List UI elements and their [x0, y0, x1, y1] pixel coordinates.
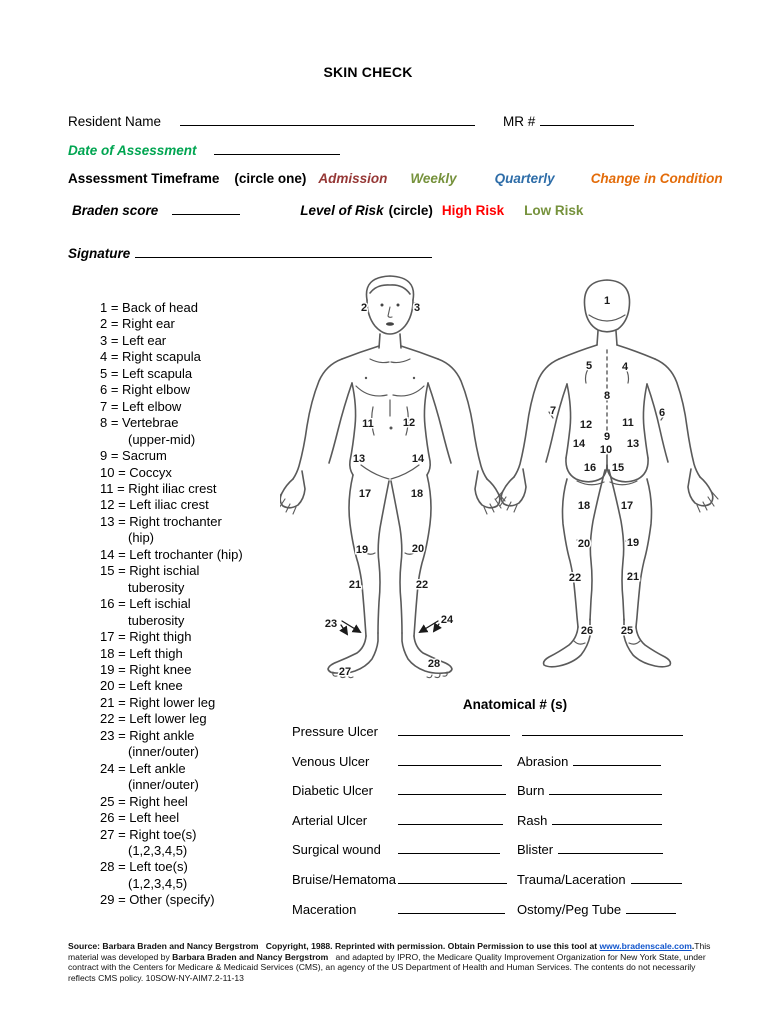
anatomical-row [292, 900, 692, 930]
wound-type-label: Bruise/Hematoma [292, 871, 397, 887]
anatomical-number-blank-line [398, 811, 503, 825]
body-diagram-svg [280, 268, 720, 698]
wound-type-label: Abrasion [517, 753, 569, 769]
anatomical-rows [292, 722, 692, 929]
risk-option: Low Risk [524, 203, 584, 218]
signature-row [68, 244, 432, 261]
braden-score-label: Braden score [72, 203, 159, 218]
timeframe-option: Change in Condition [590, 171, 723, 186]
body-location-item: 4 = Right scapula [100, 349, 201, 365]
diagram-number-label: 25 [620, 625, 634, 637]
body-location-item: 23 = Right ankle (inner/outer) [100, 727, 199, 760]
anatomical-number-blank-line [398, 870, 507, 884]
body-location-item: 5 = Left scapula [100, 365, 193, 381]
anatomical-number-blank-line [552, 811, 662, 825]
wound-type-label: Surgical wound [292, 842, 381, 858]
diagram-number-label: 26 [580, 625, 594, 637]
diagram-number-label: 19 [626, 537, 640, 549]
diagram-number-label: 4 [621, 361, 629, 373]
diagram-number-label: 16 [583, 462, 597, 474]
anatomical-row [292, 752, 692, 782]
anatomical-row [292, 870, 692, 900]
diagram-number-label: 6 [658, 407, 666, 419]
diagram-number-label: 17 [358, 488, 372, 500]
diagram-number-label: 5 [585, 360, 593, 372]
anatomical-number-blank-line [631, 870, 682, 884]
diagram-number-label: 20 [577, 538, 591, 550]
mr-number-blank-line [540, 112, 634, 126]
body-location-item: 26 = Left heel [100, 810, 180, 826]
diagram-number-label: 11 [622, 417, 634, 429]
wound-type-label: Diabetic Ulcer [292, 783, 373, 799]
anatomical-number-blank-line [398, 781, 506, 795]
resident-name-blank-line [180, 112, 475, 126]
mr-number-label: MR # [503, 114, 536, 129]
anatomical-number-blank-line [626, 900, 676, 914]
body-location-item: 20 = Left knee [100, 678, 183, 694]
risk-options [433, 203, 584, 218]
diagram-number-label: 17 [620, 500, 634, 512]
bradenscale-link[interactable]: www.bradenscale.com [599, 941, 692, 951]
diagram-number-label: 12 [579, 419, 593, 431]
body-location-item: 3 = Left ear [100, 332, 167, 348]
diagram-number-label: 3 [413, 302, 421, 314]
assessment-timeframe-label: Assessment Timeframe [68, 171, 220, 186]
footer-text-segment: Source: Barbara Braden and Nancy Bergstrom Copyright, 1988. Reprinted with permission. Obtain Permission to use this tool at [68, 941, 600, 951]
body-location-item: 11 = Right iliac crest [100, 480, 217, 496]
diagram-number-label: 2 [360, 302, 368, 314]
anatomical-number-blank-line [398, 900, 505, 914]
front-figure-outline [280, 276, 505, 678]
diagram-number-label: 12 [402, 417, 416, 429]
body-location-item: 28 = Left toe(s) (1,2,3,4,5) [100, 859, 188, 891]
body-location-item: 21 = Right lower leg [100, 694, 216, 710]
body-location-item: 2 = Right ear [100, 316, 175, 332]
anatomical-number-blank-line [573, 752, 661, 766]
signature-blank-line [135, 244, 432, 258]
diagram-number-label: 13 [352, 453, 366, 465]
diagram-number-label: 1 [603, 295, 611, 307]
body-location-item: 19 = Right knee [100, 661, 192, 677]
anatomical-row [292, 781, 692, 811]
body-location-item: 16 = Left ischial tuberosity [100, 596, 191, 628]
diagram-number-label: 19 [355, 544, 369, 556]
resident-row [68, 112, 718, 129]
wound-type-label: Rash [517, 812, 548, 828]
anatomical-heading: Anatomical # (s) [462, 697, 568, 712]
braden-score-blank-line [172, 201, 240, 215]
body-location-item: 9 = Sacrum [100, 448, 167, 464]
diagram-number-label: 24 [440, 614, 454, 626]
body-location-item: 18 = Left thigh [100, 645, 183, 661]
page-title: SKIN CHECK [323, 64, 413, 80]
signature-label: Signature [68, 246, 131, 261]
circle-one-label: (circle one) [234, 171, 307, 186]
risk-option: High Risk [441, 203, 505, 218]
diagram-number-label: 13 [626, 438, 640, 450]
diagram-number-label: 23 [324, 618, 338, 630]
diagram-number-label: 15 [611, 462, 625, 474]
body-location-list [100, 300, 295, 909]
body-location-item: 1 = Back of head [100, 300, 198, 315]
body-location-item: 27 = Right toe(s) (1,2,3,4,5) [100, 826, 197, 858]
anatomical-number-blank-line [522, 722, 683, 736]
body-location-item: 24 = Left ankle (inner/outer) [100, 760, 199, 793]
diagram-number-label: 22 [415, 579, 429, 591]
body-location-item: 22 = Left lower leg [100, 711, 207, 727]
body-location-item: 8 = Vertebrae (upper-mid) [100, 415, 196, 447]
anatomical-number-blank-line [398, 722, 510, 736]
level-of-risk-label: Level of Risk [300, 203, 384, 218]
diagram-number-label: 14 [572, 438, 586, 450]
diagram-number-label: 18 [577, 500, 591, 512]
anatomical-row [292, 811, 692, 841]
footer-text-segment: This material was developed by [68, 941, 711, 962]
date-blank-line [214, 141, 340, 155]
wound-type-label: Pressure Ulcer [292, 724, 378, 739]
footer-text-segment: and adapted by IPRO, the Medicare Quality Improvement Organization for New York State, under contract with the Centers for Medicare & Medicaid Services (CMS), an agency of the US Department of Health and Human Services. The contents do not necessarily reflects CMS policy. 10SOW-NY-AIM7.2-11-13 [68, 951, 706, 983]
diagram-number-label: 20 [411, 543, 425, 555]
body-location-item: 13 = Right trochanter (hip) [100, 513, 222, 546]
timeframe-option: Admission [318, 171, 388, 186]
wound-type-label: Arterial Ulcer [292, 812, 368, 828]
diagram-number-label: 27 [338, 666, 352, 678]
wound-type-label: Ostomy/Peg Tube [517, 901, 622, 917]
diagram-number-label: 14 [411, 453, 425, 465]
braden-risk-row [72, 201, 722, 218]
timeframe-option: Quarterly [494, 171, 555, 186]
body-location-item: 12 = Left iliac crest [100, 497, 209, 513]
anatomical-number-blank-line [398, 752, 502, 766]
wound-type-label: Burn [517, 783, 545, 799]
body-location-item: 29 = Other (specify) [100, 892, 215, 908]
timeframe-row [68, 171, 723, 186]
diagram-number-label: 18 [410, 488, 424, 500]
timeframe-option: Weekly [410, 171, 457, 186]
anatomical-row [292, 840, 692, 870]
diagram-number-label: 9 [603, 431, 611, 443]
footer-text-segment: Barbara Braden and Nancy Bergstrom [172, 951, 329, 962]
circle-label: (circle) [388, 203, 433, 218]
body-location-item: 25 = Right heel [100, 793, 188, 809]
date-of-assessment-label: Date of Assessment [68, 143, 197, 158]
wound-type-label: Blister [517, 842, 554, 858]
date-row [68, 141, 340, 158]
diagram-number-label: 28 [427, 658, 441, 670]
ankle-arrows [341, 621, 439, 634]
body-location-item: 10 = Coccyx [100, 464, 172, 480]
anatomical-number-blank-line [558, 840, 663, 854]
timeframe-options [306, 171, 722, 186]
body-location-item: 14 = Left trochanter (hip) [100, 546, 243, 562]
diagram-number-label: 11 [362, 418, 374, 430]
wound-type-label: Venous Ulcer [292, 753, 370, 769]
anatomical-number-blank-line [398, 840, 500, 854]
body-location-item: 6 = Right elbow [100, 382, 190, 398]
source-footer [68, 941, 718, 983]
wound-type-label: Trauma/Laceration [517, 871, 626, 887]
body-location-item: 7 = Left elbow [100, 398, 182, 414]
diagram-number-label: 7 [549, 405, 557, 417]
diagram-number-label: 21 [626, 571, 640, 583]
wound-type-label: Maceration [292, 901, 357, 917]
diagram-number-label: 22 [568, 572, 582, 584]
resident-name-label: Resident Name [68, 114, 162, 129]
footer-text-segment: . [691, 941, 695, 951]
diagram-number-label: 21 [348, 579, 362, 591]
diagram-number-label: 10 [599, 444, 613, 456]
back-figure-outline [496, 280, 718, 667]
anatomical-row [292, 722, 692, 752]
body-location-item: 15 = Right ischial tuberosity [100, 563, 200, 595]
body-location-item: 17 = Right thigh [100, 629, 192, 645]
anatomical-number-blank-line [549, 781, 662, 795]
diagram-number-label: 8 [603, 390, 611, 402]
